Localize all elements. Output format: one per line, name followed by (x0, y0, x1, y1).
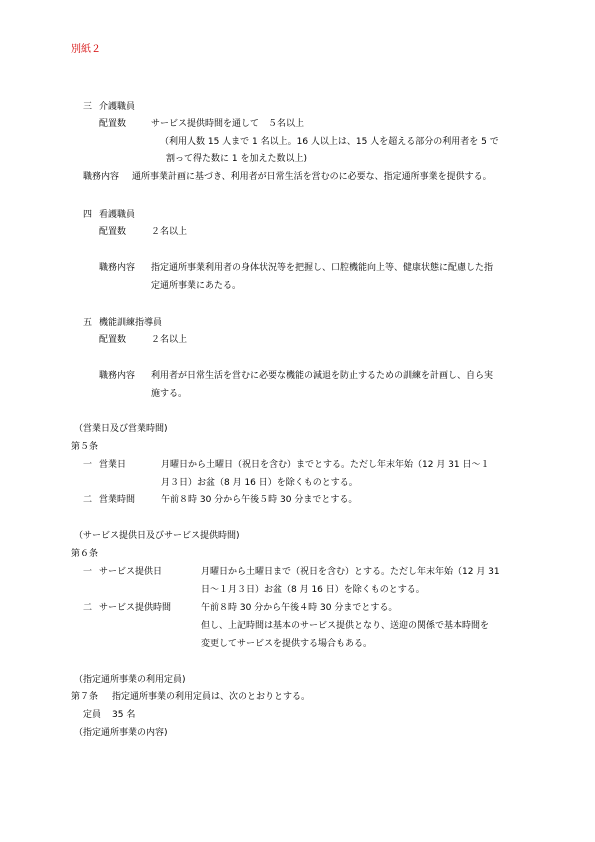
capacity-label: 定員 (83, 710, 102, 720)
duty-label: 職務内容 (99, 371, 136, 381)
item-value: 午前８時 30 分から午後４時 30 分までとする。 (201, 603, 398, 613)
article-body: 指定通所事業の利用定員は、次のとおりとする。 (112, 692, 311, 702)
article-caption: （指定通所事業の内容) (74, 728, 168, 738)
item-label: 営業日 (99, 460, 127, 470)
item-label: サービス提供日 (99, 567, 163, 577)
staff-count-note: 割って得た数に 1 を加えた数以上) (166, 154, 307, 164)
article-caption: （サービス提供日及びサービス提供時間) (74, 531, 240, 541)
item-value: 午前８時 30 分から午後５時 30 分までとする。 (161, 495, 358, 505)
duty-value: 通所事業計画に基づき、利用者が日常生活を営むのに必要な、指定通所事業を提供する。 (132, 172, 492, 182)
article-title: 第７条 (71, 692, 99, 702)
section-number: 四 (83, 210, 93, 220)
duty-value: 利用者が日常生活を営むに必要な機能の減退を防止するための訓練を計画し、自ら実 (151, 371, 494, 381)
item-value: 日～１月３日）お盆（8 月 16 日）を除くものとする。 (201, 585, 425, 595)
section-heading: 介護職員 (99, 102, 136, 112)
item-value: 月３日）お盆（8 月 16 日）を除くものとする。 (161, 478, 358, 488)
item-value: 月曜日から土曜日まで（祝日を含む）とする。ただし年末年始（12 月 31 (201, 567, 500, 577)
article-title: 第６条 (71, 549, 99, 559)
article-caption: （指定通所事業の利用定員) (74, 675, 186, 685)
staff-count-value: サービス提供時間を通して ５名以上 (151, 119, 305, 129)
section-heading: 看護職員 (99, 210, 136, 220)
item-value: 但し、上記時間は基本のサービス提供となり、送迎の関係で基本時間を (201, 621, 490, 631)
staff-count-value: ２名以上 (151, 335, 188, 345)
duty-label: 職務内容 (99, 263, 136, 273)
item-value: 月曜日から土曜日（祝日を含む）までとする。ただし年末年始（12 月 31 日～１ (161, 460, 490, 470)
item-label: サービス提供時間 (99, 603, 172, 613)
duty-label: 職務内容 (83, 172, 120, 182)
capacity-value: 35 名 (112, 710, 136, 720)
item-label: 営業時間 (99, 495, 136, 505)
staff-count-value: ２名以上 (151, 227, 188, 237)
article-title: 第５条 (71, 442, 99, 452)
item-number: 二 (83, 495, 93, 505)
section-number: 三 (83, 102, 93, 112)
item-number: 一 (83, 567, 93, 577)
duty-value: 定通所事業にあたる。 (151, 281, 242, 291)
section-number: 五 (83, 318, 93, 328)
staff-count-label: 配置数 (99, 227, 127, 237)
item-number: 一 (83, 460, 93, 470)
staff-count-note: （利用人数 15 人まで 1 名以上。16 人以上は、15 人を超える部分の利用者を 5 で (160, 137, 499, 147)
staff-count-label: 配置数 (99, 119, 127, 129)
attachment-label: 別紙２ (71, 44, 101, 55)
duty-value: 指定通所事業利用者の身体状況等を把握し、口腔機能向上等、健康状態に配慮した指 (151, 263, 494, 273)
staff-count-label: 配置数 (99, 335, 127, 345)
item-number: 二 (83, 603, 93, 613)
duty-value: 施する。 (151, 389, 188, 399)
section-heading: 機能訓練指導員 (99, 318, 163, 328)
item-value: 変更してサービスを提供する場合もある。 (201, 639, 373, 649)
article-caption: （営業日及び営業時間) (74, 424, 168, 434)
